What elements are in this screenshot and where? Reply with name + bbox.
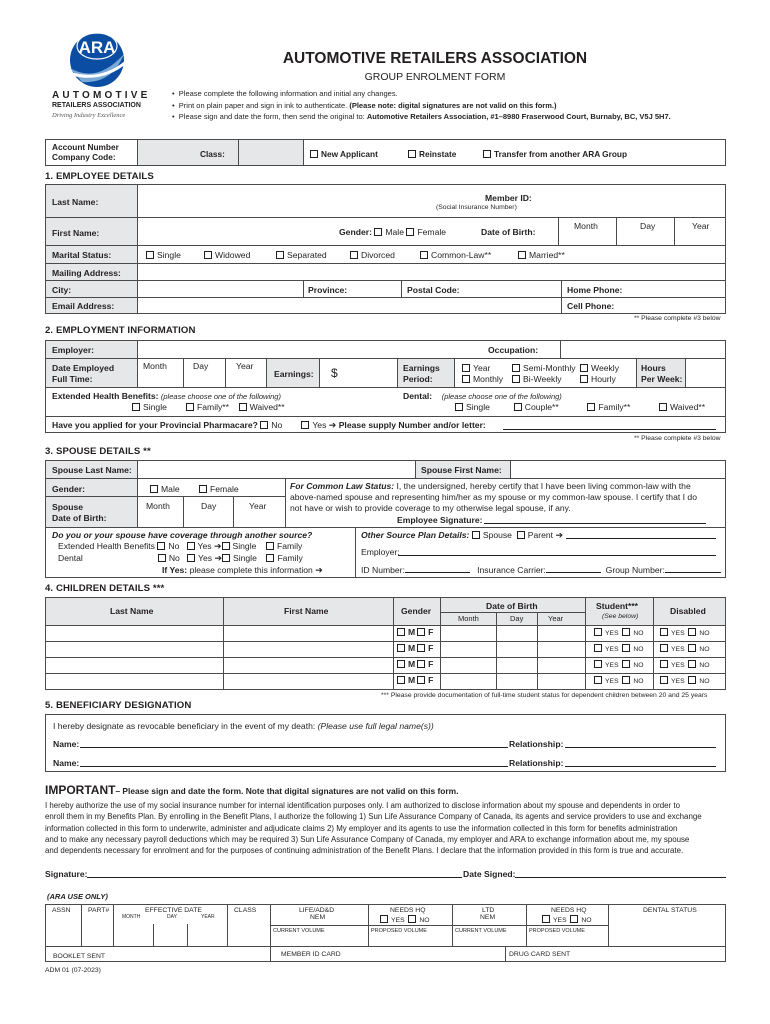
ara-life-nem: NEM bbox=[310, 914, 326, 921]
reinstate-checkbox[interactable]: Reinstate bbox=[408, 149, 456, 159]
ara-part: PART# bbox=[88, 907, 110, 914]
beneficiary-rel-1: Relationship: bbox=[509, 739, 564, 749]
province-label: Province: bbox=[308, 285, 348, 295]
employed-month: Month bbox=[143, 361, 167, 371]
form-subtitle: GROUP ENROLMENT FORM bbox=[364, 71, 506, 83]
id-number-row: ID Number: Insurance Carrier: Group Number: bbox=[361, 565, 721, 575]
other-parent-checkbox[interactable] bbox=[517, 531, 525, 539]
instruction-1: Please complete the following information and initial any changes. bbox=[178, 89, 398, 98]
separated-checkbox[interactable]: Separated bbox=[276, 250, 327, 260]
earnings-period-label: Earnings Period: bbox=[403, 363, 440, 384]
child-gender-options[interactable]: M F bbox=[397, 643, 433, 653]
logo-line1: AUTOMOTIVE bbox=[52, 90, 151, 101]
child-day-header: Day bbox=[510, 614, 524, 623]
beneficiary-name-2: Name: bbox=[53, 758, 80, 768]
form-title: AUTOMOTIVE RETAILERS ASSOCIATION bbox=[282, 50, 588, 67]
spouse-male-checkbox[interactable]: Male bbox=[150, 484, 180, 494]
child-dob-header: Date of Birth bbox=[486, 601, 538, 611]
ara-assn: ASSN bbox=[52, 907, 71, 914]
home-phone-label: Home Phone: bbox=[567, 285, 623, 295]
sin-label: (Social Insurance Number) bbox=[436, 204, 517, 211]
arrow-icon: ➔ bbox=[328, 420, 337, 430]
ara-current-volume-1: CURRENT VOLUME bbox=[273, 928, 325, 934]
child-gender-header: Gender bbox=[401, 606, 432, 616]
period-options-2[interactable]: Semi-Monthly Bi-Weekly bbox=[512, 363, 576, 385]
dob-label: Date of Birth: bbox=[481, 227, 536, 237]
child-disabled-options[interactable]: YES NO bbox=[660, 628, 710, 637]
ara-needs-hq-2: NEEDS HQ bbox=[551, 907, 587, 914]
ara-needs-hq-1: NEEDS HQ bbox=[390, 907, 426, 914]
date-signed-label: Date Signed: bbox=[463, 869, 516, 879]
instruction-3-address: Automotive Retailers Association, #1–8980 Fraserwood Court, Burnaby, BC, V5J 5H7. bbox=[366, 112, 671, 121]
class-field[interactable] bbox=[239, 140, 303, 165]
ara-member-card: MEMBER ID CARD bbox=[281, 951, 341, 958]
s2-note: ** Please complete #3 below bbox=[634, 435, 721, 442]
spouse-dob-label: Spouse Date of Birth: bbox=[52, 502, 107, 523]
ara-life: LIFE/AD&D bbox=[299, 907, 335, 914]
logo-tagline: Driving Industry Excellence bbox=[52, 112, 126, 119]
transfer-checkbox[interactable]: Transfer from another ARA Group bbox=[483, 149, 627, 159]
employed-year: Year bbox=[236, 361, 254, 371]
disabled-header: Disabled bbox=[670, 606, 706, 616]
ara-year: YEAR bbox=[201, 914, 215, 920]
dental-label: Dental: (please choose one of the following) bbox=[403, 391, 562, 401]
ara-day: DAY bbox=[167, 914, 177, 920]
other-employer-label: Employer: bbox=[361, 547, 400, 557]
dob-month-label: Month bbox=[574, 221, 598, 231]
beneficiary-rel-2: Relationship: bbox=[509, 758, 564, 768]
beneficiary-name-1: Name: bbox=[53, 739, 80, 749]
logo-line2: RETAILERS ASSOCIATION bbox=[52, 102, 141, 109]
dob-day-label: Day bbox=[640, 221, 656, 231]
single-checkbox[interactable]: Single bbox=[146, 250, 181, 260]
postal-code-label: Postal Code: bbox=[407, 285, 460, 295]
ara-ltd: LTD bbox=[482, 907, 495, 914]
ara-use-only-label: (ARA USE ONLY) bbox=[47, 892, 108, 901]
ara-dental-status: DENTAL STATUS bbox=[643, 907, 697, 914]
ehb-options[interactable]: Single Family** Waived** bbox=[132, 402, 285, 412]
period-options-3[interactable]: Weekly Hourly bbox=[580, 363, 619, 385]
dob-year-label: Year bbox=[692, 221, 710, 231]
child-gender-options[interactable]: M F bbox=[397, 675, 433, 685]
ara-class: CLASS bbox=[234, 907, 257, 914]
dental-options[interactable]: Single Couple** Family** Waived** bbox=[455, 402, 705, 412]
ara-hq-1-options[interactable]: YES NO bbox=[380, 915, 430, 924]
marital-status-label: Marital Status: bbox=[52, 250, 112, 260]
male-checkbox[interactable] bbox=[374, 228, 382, 236]
if-yes-row: If Yes: please complete this information ➔ bbox=[162, 565, 323, 575]
ara-globe-icon bbox=[42, 24, 152, 94]
section-1-title: 1. EMPLOYEE DETAILS bbox=[45, 171, 154, 182]
employee-signature-label: Employee Signature: bbox=[397, 515, 483, 525]
pharmacare-row: Have you applied for your Provincial Pharmacare? No Yes ➔ Please supply Number and/or letter: bbox=[52, 420, 486, 430]
spouse-dob-day: Day bbox=[201, 501, 217, 511]
period-options-1[interactable]: Year Monthly bbox=[462, 363, 503, 385]
widowed-checkbox[interactable]: Widowed bbox=[204, 250, 250, 260]
child-student-options[interactable]: YES NO bbox=[594, 660, 644, 669]
child-student-options[interactable]: YES NO bbox=[594, 676, 644, 685]
child-month-header: Month bbox=[458, 614, 479, 623]
section-2-title: 2. EMPLOYMENT INFORMATION bbox=[45, 325, 196, 336]
ehb-label: Extended Health Benefits: (please choose one of the following) bbox=[52, 391, 281, 401]
spouse-female-checkbox[interactable]: Female bbox=[199, 484, 239, 494]
child-disabled-options[interactable]: YES NO bbox=[660, 676, 710, 685]
child-gender-options[interactable]: M F bbox=[397, 627, 433, 637]
s1-note: ** Please complete #3 below bbox=[634, 315, 721, 322]
class-label: Class: bbox=[200, 149, 225, 159]
spouse-gender-label: Gender: bbox=[52, 484, 85, 494]
section-3-title: 3. SPOUSE DETAILS ** bbox=[45, 446, 151, 457]
female-checkbox[interactable] bbox=[406, 228, 414, 236]
important-heading: IMPORTANT– Please sign and date the form. Note that digital signatures are not valid on this form. bbox=[45, 783, 459, 797]
signature-label: Signature: bbox=[45, 869, 88, 879]
child-last-name-header: Last Name bbox=[110, 606, 154, 616]
new-applicant-checkbox[interactable]: New Applicant bbox=[310, 149, 378, 159]
ara-ltd-nem: NEM bbox=[480, 914, 496, 921]
divorced-checkbox[interactable]: Divorced bbox=[350, 250, 395, 260]
child-student-options[interactable]: YES NO bbox=[594, 644, 644, 653]
beneficiary-text: I hereby designate as revocable beneficiary in the event of my death: (Please use full legal name(s)) bbox=[53, 721, 434, 731]
instruction-2: Print on plain paper and sign in ink to authenticate. bbox=[178, 100, 348, 110]
section-5-title: 5. BENEFICIARY DESIGNATION bbox=[45, 700, 192, 711]
email-label: Email Address: bbox=[52, 301, 115, 311]
instruction-3: Please sign and date the form, then send the original to: bbox=[178, 112, 365, 121]
child-disabled-options[interactable]: YES NO bbox=[660, 660, 710, 669]
dollar-sign: $ bbox=[331, 366, 338, 380]
married-checkbox[interactable]: Married** bbox=[518, 250, 565, 260]
last-name-label: Last Name: bbox=[52, 197, 99, 207]
account-label: Account Number Company Code: bbox=[52, 142, 119, 162]
date-employed-label: Date Employed Full Time: bbox=[52, 363, 115, 384]
pharmacare-yes[interactable] bbox=[301, 421, 309, 429]
gender-group: Gender: Male Female bbox=[339, 227, 447, 237]
member-id-label: Member ID: bbox=[485, 193, 532, 203]
logo-letters: ARA bbox=[78, 38, 116, 57]
common-law-declaration: For Common Law Status: I, the undersigned, hereby certify that I have been living common-law with the above-named spouse and representing him/her as my spouse or my common-law spouse. I certify that I do not have or wish to provide coverage to my otherwise legal spouse, if any. bbox=[290, 481, 697, 513]
last-name-input[interactable] bbox=[140, 186, 420, 216]
section-4-title: 4. CHILDREN DETAILS *** bbox=[45, 583, 165, 594]
instruction-2-note: (Please note: digital signatures are not valid on this form.) bbox=[349, 100, 557, 110]
first-name-label: First Name: bbox=[52, 228, 100, 238]
ara-effective-date: EFFECTIVE DATE bbox=[145, 907, 202, 914]
employer-label: Employer: bbox=[52, 345, 95, 355]
cell-phone-label: Cell Phone: bbox=[567, 301, 615, 311]
ara-proposed-volume-2: PROPOSED VOLUME bbox=[529, 928, 585, 934]
child-disabled-options[interactable]: YES NO bbox=[660, 644, 710, 653]
pharmacare-no[interactable] bbox=[260, 421, 268, 429]
coverage-options[interactable]: Extended Health Benefits No Yes ➔ Single Family Dental No Yes ➔ Single Family bbox=[58, 541, 303, 563]
spouse-dob-year: Year bbox=[249, 501, 267, 511]
spouse-dob-month: Month bbox=[146, 501, 170, 511]
ara-month: MONTH bbox=[122, 914, 141, 920]
spouse-last-label: Spouse Last Name: bbox=[52, 465, 132, 475]
ara-logo bbox=[42, 24, 152, 124]
student-see-below: (See below) bbox=[602, 613, 639, 620]
instructions: • Please complete the following information and initial any changes. • Print on plain paper and sign in ink to authenticate. (Please note: digital signatures are not valid on this form.) • Please sign and date the form, then send the original to: Automotive Retailers Association, #1–8980 Fraserwood Court, Burnaby, BC, V5J 5H7. bbox=[172, 89, 671, 121]
ara-proposed-volume-1: PROPOSED VOLUME bbox=[371, 928, 427, 934]
employed-day: Day bbox=[193, 361, 209, 371]
spouse-first-label: Spouse First Name: bbox=[421, 465, 502, 475]
child-student-options[interactable]: YES NO bbox=[594, 628, 644, 637]
other-source-row: Other Source Plan Details: Spouse Parent ➔ bbox=[361, 530, 564, 540]
important-text: I hereby authorize the use of my social insurance number for internal identification purposes only. I am authorized to disclose information about my spouse and dependents in order to enroll them in my Benefits Plan. By enrolling in the Benefit Plans, I authorize the following 1) Sun Life Assurance Company of Canada, its agents and service providers to use and exchange information collected in this form to underwrite, administer and adjudicate claims 2) My employer and its agents to use the information collected in this form for benefits administration and to make any necessary payroll deductions which may be required 3) Sun Life Assurance Company of Canada, my employer and ARA to exchange information about me, my spouse and dependents necessary for enrolment and for the purposes of continuing administration of the Benefit Plans. I declare that the information provided in this form is true and accurate. bbox=[45, 801, 702, 856]
other-spouse-checkbox[interactable] bbox=[472, 531, 480, 539]
ara-booklet-sent: BOOKLET SENT bbox=[53, 953, 105, 960]
occupation-label: Occupation: bbox=[488, 345, 539, 355]
city-label: City: bbox=[52, 285, 72, 295]
child-gender-options[interactable]: M F bbox=[397, 659, 433, 669]
child-first-name-header: First Name bbox=[284, 606, 329, 616]
student-header: Student*** bbox=[596, 601, 639, 611]
earnings-label: Earnings: bbox=[274, 369, 314, 379]
common-law-checkbox[interactable]: Common-Law** bbox=[420, 250, 491, 260]
mailing-address-label: Mailing Address: bbox=[52, 268, 121, 278]
ara-current-volume-2: CURRENT VOLUME bbox=[455, 928, 507, 934]
child-year-header: Year bbox=[548, 614, 564, 623]
hours-label: Hours Per Week: bbox=[641, 363, 683, 384]
ara-hq-2-options[interactable]: YES NO bbox=[542, 915, 592, 924]
coverage-question: Do you or your spouse have coverage through another source? bbox=[52, 530, 313, 540]
form-code: ADM 01 (07-2023) bbox=[45, 967, 101, 974]
ara-drug-card: DRUG CARD SENT bbox=[509, 951, 571, 958]
s4-note: *** Please provide documentation of full-time student status for dependent children between 20 and 25 years bbox=[381, 692, 708, 699]
